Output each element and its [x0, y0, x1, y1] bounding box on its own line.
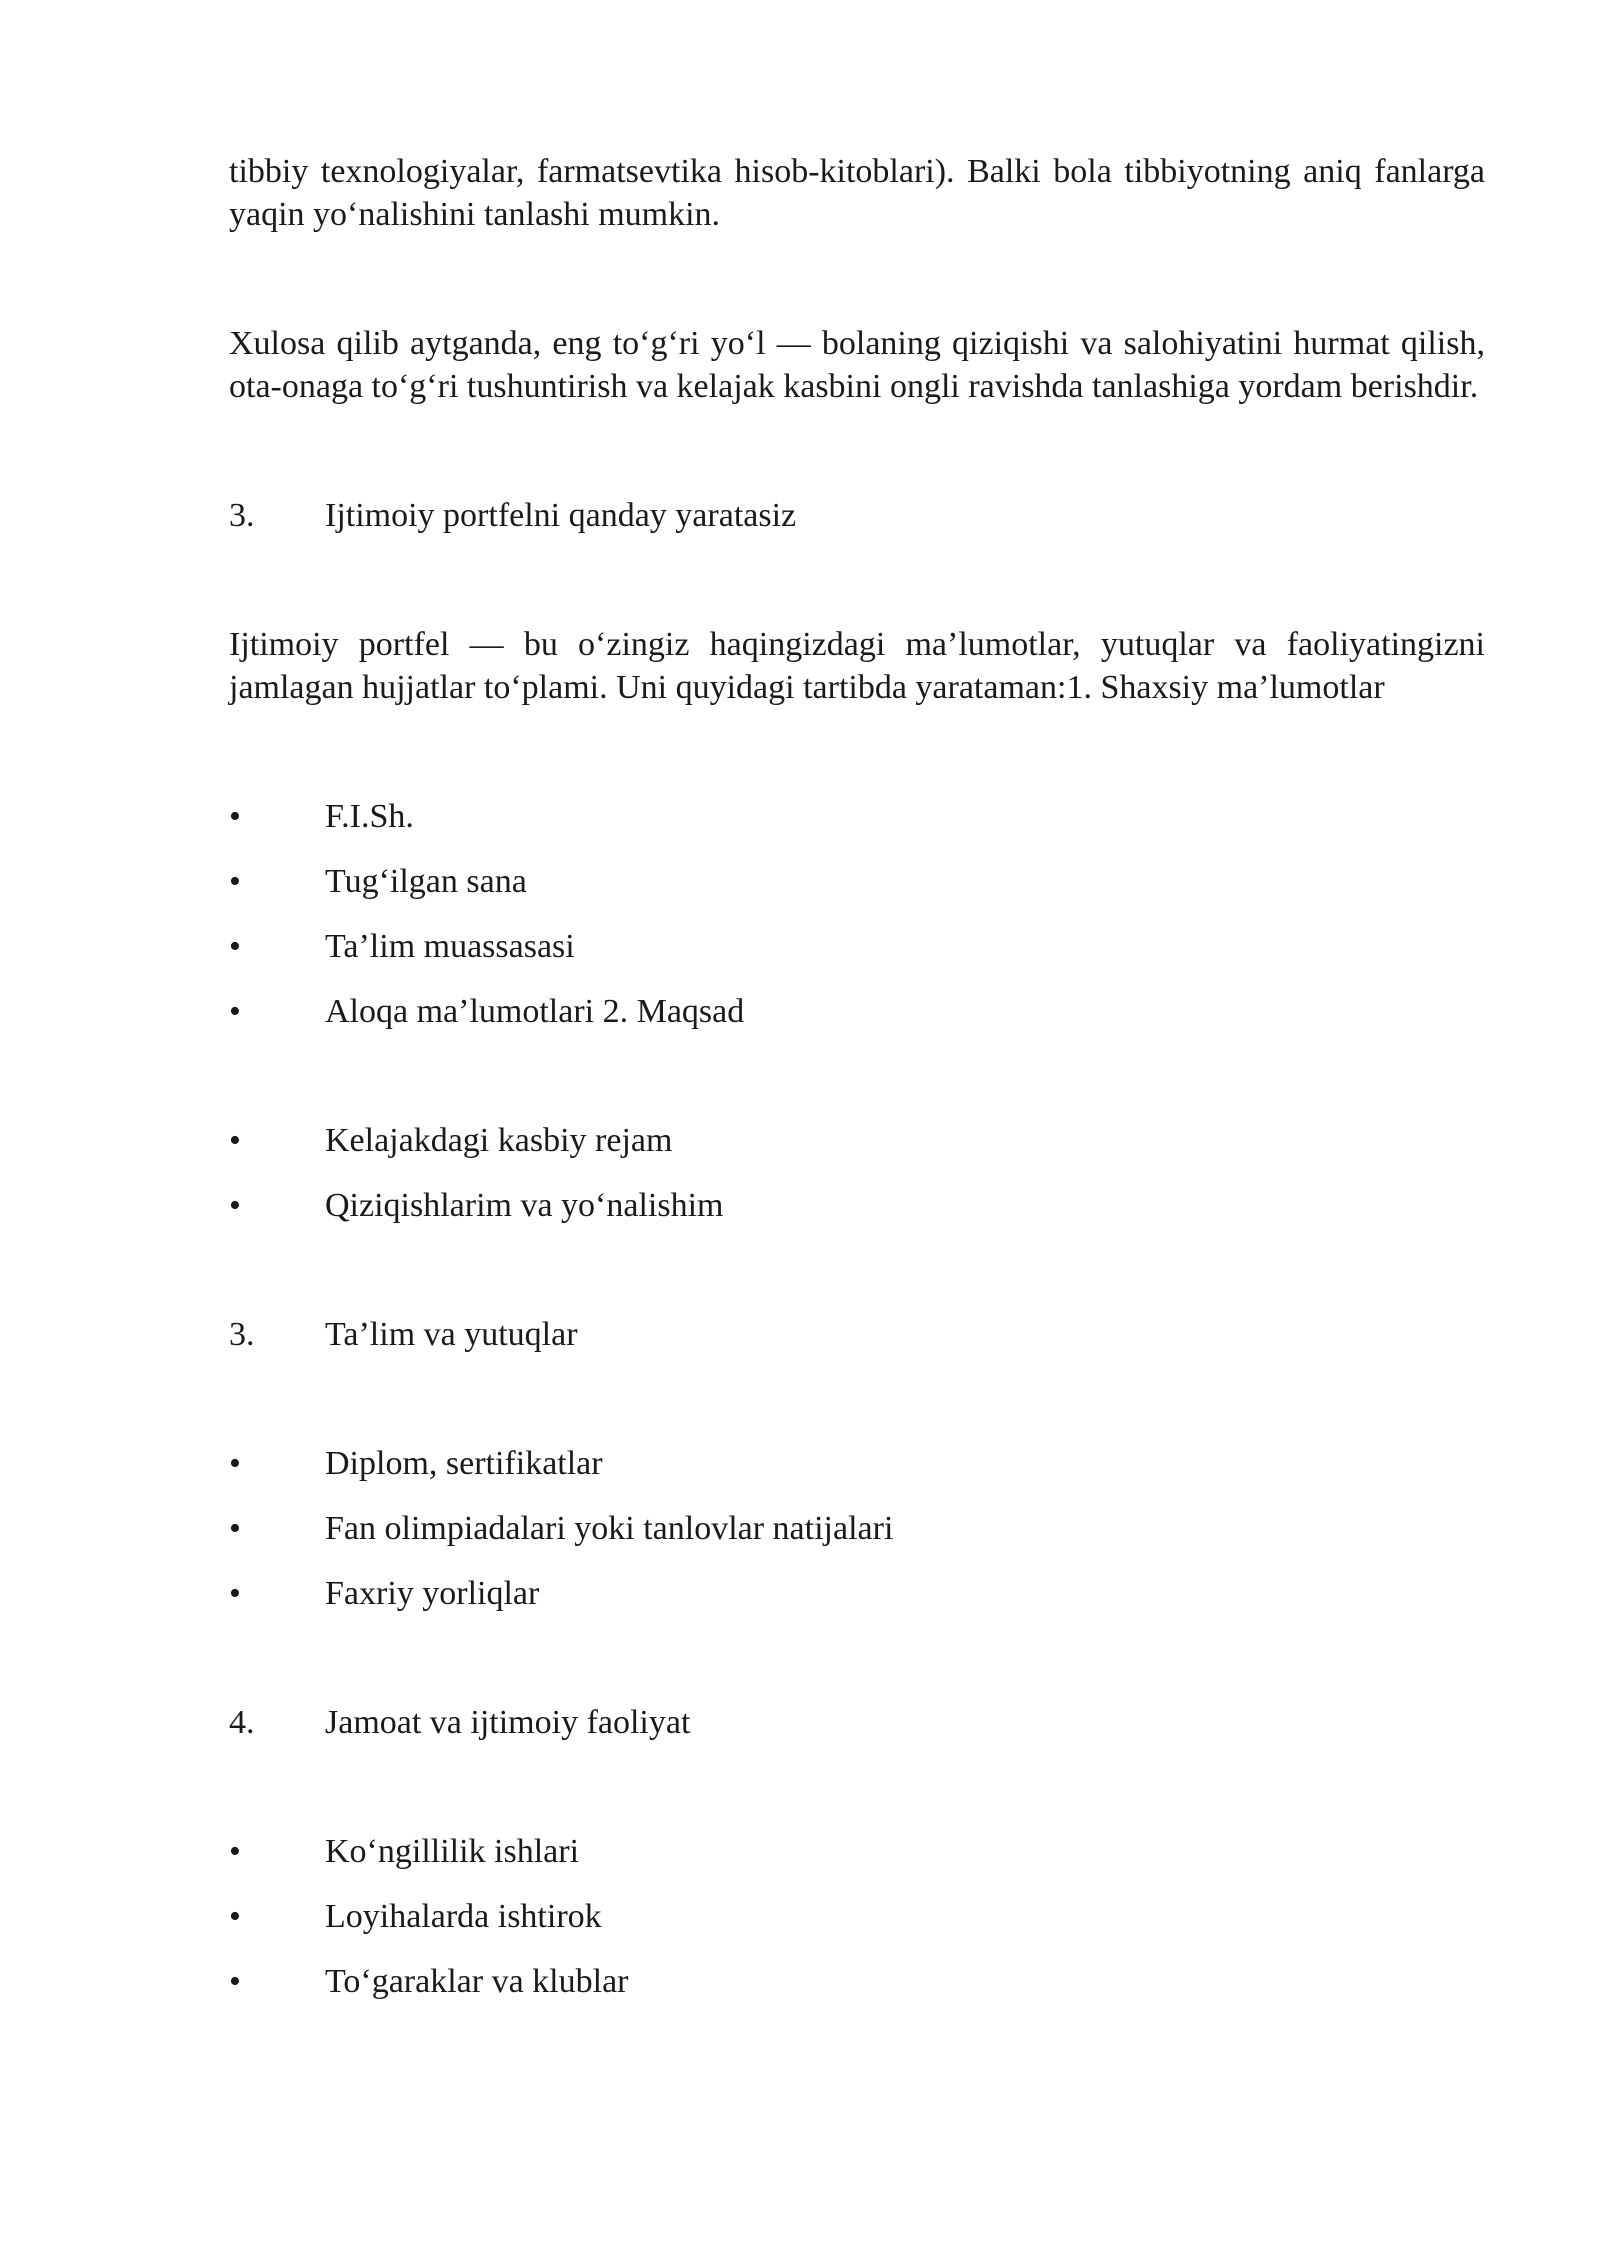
- section-heading-education: [229, 1313, 1485, 1356]
- bullet-icon: •: [229, 1898, 241, 1935]
- section-heading-portfolio: [229, 494, 1485, 537]
- section-title: Ta’lim va yutuqlar: [325, 1316, 578, 1353]
- list-item: [229, 1184, 1485, 1227]
- list-item: [229, 925, 1485, 968]
- section-title: Ijtimoiy portfelni qanday yaratasiz: [325, 497, 797, 534]
- list-item: [229, 1119, 1485, 1162]
- list-item: [229, 1895, 1485, 1938]
- list-item: [229, 1830, 1485, 1873]
- section-title: Jamoat va ijtimoiy faoliyat: [325, 1704, 691, 1741]
- list-item: [229, 990, 1485, 1033]
- list-item-text: To‘garaklar va klublar: [325, 1963, 629, 2000]
- list-item-text: Tug‘ilgan sana: [325, 863, 527, 900]
- list-goals: [229, 1119, 1485, 1227]
- list-item-text: Ta’lim muassasasi: [325, 928, 575, 965]
- bullet-icon: •: [229, 928, 241, 965]
- paragraph-portfolio-definition: Ijtimoiy portfel — bu o‘zingiz haqingizdagi ma’lumotlar, yutuqlar va faoliyatingizni jamlagan hujjatlar to‘plami. Uni quyidagi tartibda yarataman:1. Shaxsiy ma’lumotlar: [229, 626, 1485, 706]
- bullet-icon: •: [229, 1122, 241, 1159]
- list-item: [229, 1572, 1485, 1615]
- list-item-text: Diplom, sertifikatlar: [325, 1445, 603, 1482]
- list-item: [229, 795, 1485, 838]
- list-education: [229, 1442, 1485, 1615]
- bullet-icon: •: [229, 1187, 241, 1224]
- section-heading-social-activity: [229, 1701, 1485, 1744]
- list-item-text: F.I.Sh.: [325, 798, 414, 835]
- section-number: 4.: [229, 1704, 255, 1741]
- bullet-icon: •: [229, 993, 241, 1030]
- list-item-text: Faxriy yorliqlar: [325, 1575, 540, 1612]
- bullet-icon: •: [229, 1963, 241, 2000]
- list-item: [229, 1442, 1485, 1485]
- bullet-icon: •: [229, 863, 241, 900]
- section-number: 3.: [229, 497, 255, 534]
- list-social-activity: [229, 1830, 1485, 2003]
- bullet-icon: •: [229, 1510, 241, 1547]
- list-item-text: Loyihalarda ishtirok: [325, 1898, 602, 1935]
- bullet-icon: •: [229, 1833, 241, 1870]
- bullet-icon: •: [229, 1445, 241, 1482]
- list-item: [229, 1507, 1485, 1550]
- list-item-text: Aloqa ma’lumotlari 2. Maqsad: [325, 993, 745, 1030]
- list-item-text: Fan olimpiadalari yoki tanlovlar natijalari: [325, 1510, 894, 1547]
- list-item-text: Ko‘ngillilik ishlari: [325, 1833, 580, 1870]
- list-item: [229, 1960, 1485, 2003]
- bullet-icon: •: [229, 798, 241, 835]
- bullet-icon: •: [229, 1575, 241, 1612]
- paragraph-intro: tibbiy texnologiyalar, farmatsevtika hisob-kitoblari). Balki bola tibbiyotning aniq fanlarga yaqin yo‘nalishini tanlashi mumkin.: [229, 153, 1485, 233]
- paragraph-conclusion: Xulosa qilib aytganda, eng to‘g‘ri yo‘l — bolaning qiziqishi va salohiyatini hurmat qilish, ota-onaga to‘g‘ri tushuntirish va kelajak kasbini ongli ravishda tanlashiga yordam berishdir.: [229, 325, 1485, 405]
- list-item: [229, 860, 1485, 903]
- list-item-text: Qiziqishlarim va yo‘nalishim: [325, 1187, 724, 1224]
- list-personal-info: [229, 795, 1485, 1033]
- section-number: 3.: [229, 1316, 255, 1353]
- document-page: [229, 150, 1485, 2003]
- list-item-text: Kelajakdagi kasbiy rejam: [325, 1122, 673, 1159]
